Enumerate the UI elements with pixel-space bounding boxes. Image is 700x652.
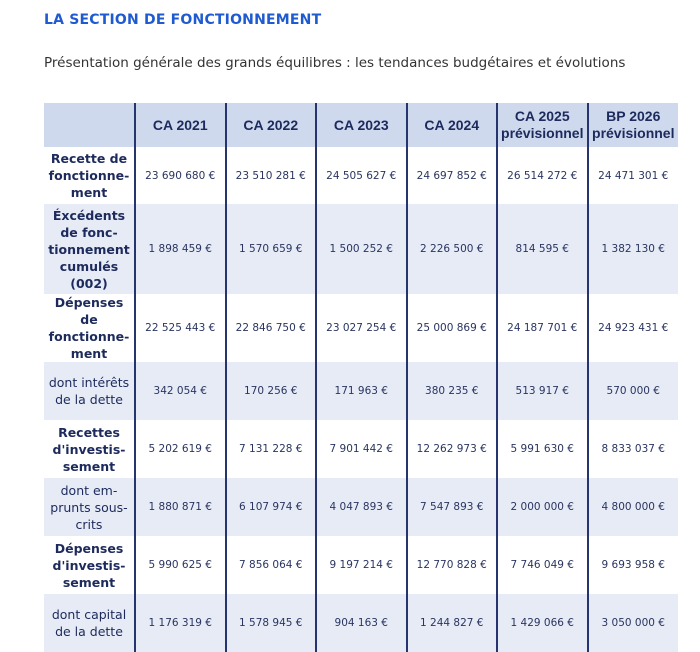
column-header: CA 2022 — [226, 103, 317, 147]
table-row — [44, 536, 678, 594]
cell-value: 342 054 € — [135, 362, 226, 420]
row-label: dont em-prunts sous-crits — [44, 478, 135, 536]
cell-value: 570 000 € — [588, 362, 679, 420]
budget-table — [44, 103, 678, 652]
row-label: dont intérêts de la dette — [44, 362, 135, 420]
cell-value: 23 510 281 € — [226, 147, 317, 204]
row-label: Dépenses de fonctionne-ment — [48, 295, 130, 361]
cell-value: 2 226 500 € — [407, 204, 498, 294]
cell-value: 7 856 064 € — [226, 536, 317, 594]
cell-value: 26 514 272 € — [497, 147, 588, 204]
column-header: CA 2023 — [316, 103, 407, 147]
cell-value: 9 197 214 € — [316, 536, 407, 594]
cell-value: 22 846 750 € — [226, 294, 317, 362]
cell-value: 4 047 893 € — [316, 478, 407, 536]
table-row — [44, 204, 678, 294]
cell-value: 1 382 130 € — [588, 204, 679, 294]
row-label: Dépenses d'investis-sement — [52, 540, 126, 590]
cell-value: 7 901 442 € — [316, 420, 407, 478]
cell-value: 12 770 828 € — [407, 536, 498, 594]
cell-value: 1 880 871 € — [135, 478, 226, 536]
table-header-row — [44, 103, 678, 147]
table-row — [44, 594, 678, 652]
cell-value: 8 833 037 € — [588, 420, 679, 478]
section-subtitle: Présentation générale des grands équilibres : les tendances budgétaires et évolutions — [44, 55, 626, 71]
row-label: Éxcédents de fonc-tionnement cumulés (002) — [44, 204, 135, 294]
cell-value: 1 570 659 € — [226, 204, 317, 294]
cell-value: 1 500 252 € — [316, 204, 407, 294]
cell-value: 24 187 701 € — [497, 294, 588, 362]
cell-value: 7 547 893 € — [407, 478, 498, 536]
cell-value: 1 898 459 € — [135, 204, 226, 294]
column-header: CA 2021 — [135, 103, 226, 147]
column-header — [44, 103, 135, 147]
column-header: CA 2024 — [407, 103, 498, 147]
row-label: Recettes d'investis-sement — [52, 424, 126, 474]
cell-value: 1 429 066 € — [497, 594, 588, 652]
cell-value: 5 202 619 € — [135, 420, 226, 478]
row-label: dont capital de la dette — [44, 594, 135, 652]
cell-value: 7 131 228 € — [226, 420, 317, 478]
section-title: LA SECTION DE FONCTIONNEMENT — [44, 12, 322, 28]
table-row — [44, 478, 678, 536]
cell-value: 24 505 627 € — [316, 147, 407, 204]
cell-value: 1 176 319 € — [135, 594, 226, 652]
cell-value: 7 746 049 € — [497, 536, 588, 594]
cell-value: 12 262 973 € — [407, 420, 498, 478]
cell-value: 171 963 € — [316, 362, 407, 420]
cell-value: 22 525 443 € — [135, 294, 226, 362]
cell-value: 814 595 € — [497, 204, 588, 294]
cell-value: 6 107 974 € — [226, 478, 317, 536]
column-header: BP 2026 prévisionnel — [588, 103, 679, 147]
cell-value: 1 244 827 € — [407, 594, 498, 652]
table-row — [44, 147, 678, 204]
cell-value: 5 991 630 € — [497, 420, 588, 478]
cell-value: 4 800 000 € — [588, 478, 679, 536]
cell-value: 904 163 € — [316, 594, 407, 652]
table-row — [44, 294, 678, 362]
cell-value: 24 697 852 € — [407, 147, 498, 204]
cell-value: 3 050 000 € — [588, 594, 679, 652]
cell-value: 380 235 € — [407, 362, 498, 420]
cell-value: 24 471 301 € — [588, 147, 679, 204]
cell-value: 24 923 431 € — [588, 294, 679, 362]
row-label: Recette de fonctionne-ment — [48, 151, 130, 200]
cell-value: 170 256 € — [226, 362, 317, 420]
cell-value: 2 000 000 € — [497, 478, 588, 536]
column-header: CA 2025 prévisionnel — [497, 103, 588, 147]
cell-value: 9 693 958 € — [588, 536, 679, 594]
cell-value: 23 027 254 € — [316, 294, 407, 362]
table-row — [44, 420, 678, 478]
cell-value: 5 990 625 € — [135, 536, 226, 594]
cell-value: 23 690 680 € — [135, 147, 226, 204]
cell-value: 1 578 945 € — [226, 594, 317, 652]
table-row — [44, 362, 678, 420]
cell-value: 513 917 € — [497, 362, 588, 420]
cell-value: 25 000 869 € — [407, 294, 498, 362]
